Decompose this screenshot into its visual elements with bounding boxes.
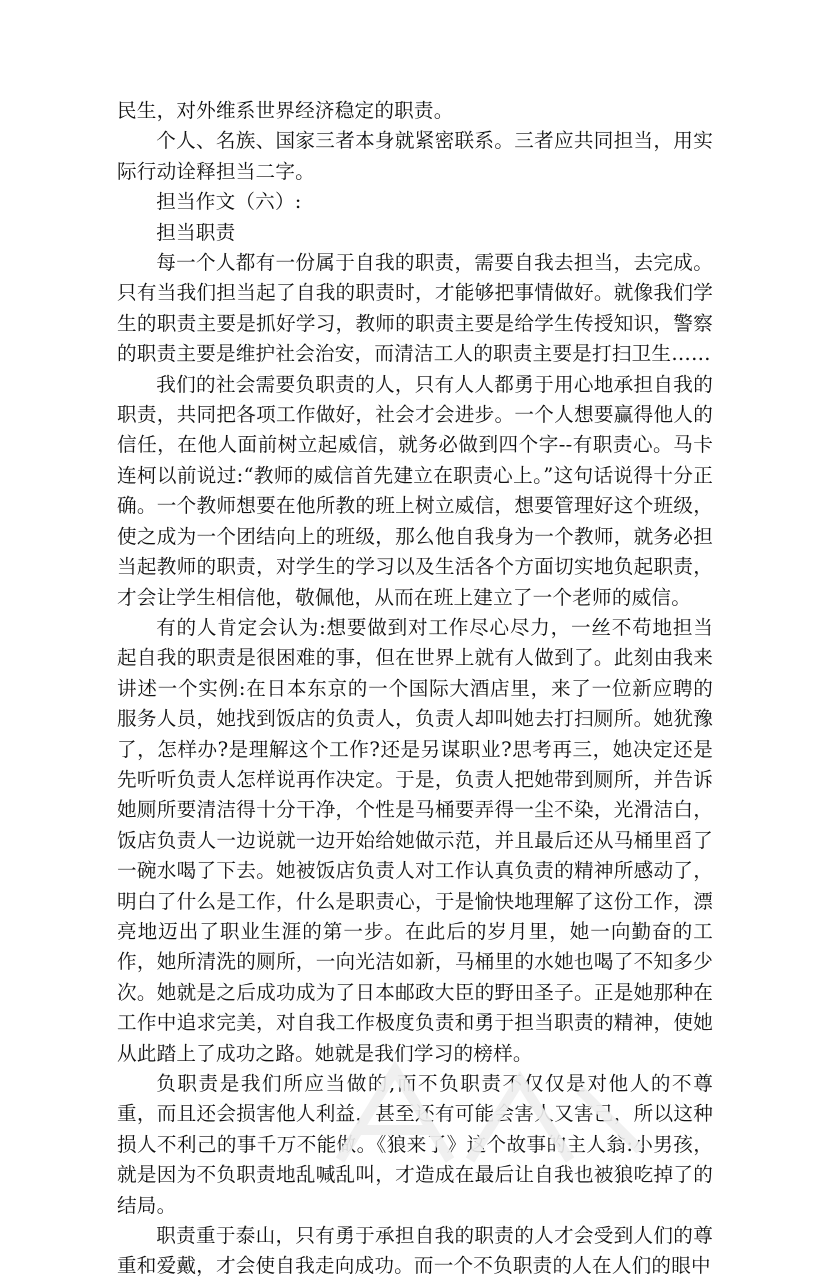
paragraph-closing: 职责重于泰山，只有勇于承担自我的职责的人才会受到人们的尊重和爱戴，才会使自我走向成功。而一个不负职责的人在人们的眼中 <box>117 1224 713 1278</box>
document-body <box>117 96 713 1282</box>
paragraph-conclusion: 个人、名族、国家三者本身就紧密联系。三者应共同担当，用实际行动诠释担当二字。 <box>117 129 713 183</box>
paragraph-irresponsibility: 负职责是我们所应当做的,而不负职责不仅仅是对他人的不尊重，而且还会损害他人利益，甚至还有可能会害人又害己，所以这种损人不利己的事千万不能做。《狼来了》这个故事的主人翁:小男孩，就是因为不负职责地乱喊乱叫，才造成在最后让自我也被狼吃掉了的结局。 <box>117 1072 713 1217</box>
paragraph-intro: 每一个人都有一份属于自我的职责，需要自我去担当，去完成。只有当我们担当起了自我的职责时，才能够把事情做好。就像我们学生的职责主要是抓好学习，教师的职责主要是给学生传授知识，警察的职责主要是维护社会治安，而清洁工人的职责主要是打扫卫生…… <box>117 251 713 366</box>
paragraph-example: 有的人肯定会认为:想要做到对工作尽心尽力，一丝不苟地担当起自我的职责是很困难的事，但在世界上就有人做到了。此刻由我来讲述一个实例:在日本东京的一个国际大酒店里，来了一位新应聘的服务人员，她找到饭店的负责人，负责人却叫她去打扫厕所。她犹豫了，怎样办?是理解这个工作?还是另谋职业?思考再三，她决定还是先听听负责人怎样说再作决定。于是，负责人把她带到厕所，并告诉她厕所要清洁得十分干净，个性是马桶要弄得一尘不染，光滑洁白，饭店负责人一边说就一边开始给她做示范，并且最后还从马桶里舀了一碗水喝了下去。她被饭店负责人对工作认真负责的精神所感动了，明白了什么是工作，什么是职责心，于是愉快地理解了这份工作，漂亮地迈出了职业生涯的第一步。在此后的岁月里，她一向勤奋的工作，她所清洗的厕所，一向光洁如新，马桶里的水她也喝了不知多少次。她就是之后成功成为了日本邮政大臣的野田圣子。正是她那种在工作中追求完美，对自我工作极度负责和勇于担当职责的精神，使她从此踏上了成功之路。她就是我们学习的榜样。 <box>117 615 713 1065</box>
paragraph-continuation: 民生，对外维系世界经济稳定的职责。 <box>117 99 454 122</box>
essay-title: 担当职责 <box>156 220 236 244</box>
essay-section-heading: 担当作文（六）: <box>156 190 302 214</box>
paragraph-society: 我们的社会需要负职责的人，只有人人都勇于用心地承担自我的职责，共同把各项工作做好，社会才会进步。一个人想要赢得他人的信任，在他人面前树立起威信，就务必做到四个字--有职责心。马卡连柯以前说过:“教师的威信首先建立在职责心上。”这句话说得十分正确。一个教师想要在他所教的班上树立威信，想要管理好这个班级，使之成为一个团结向上的班级，那么他自我身为一个教师，就务必担当起教师的职责，对学生的学习以及生活各个方面切实地负起职责，才会让学生相信他，敬佩他，从而在班上建立了一个老师的威信。 <box>117 372 713 609</box>
